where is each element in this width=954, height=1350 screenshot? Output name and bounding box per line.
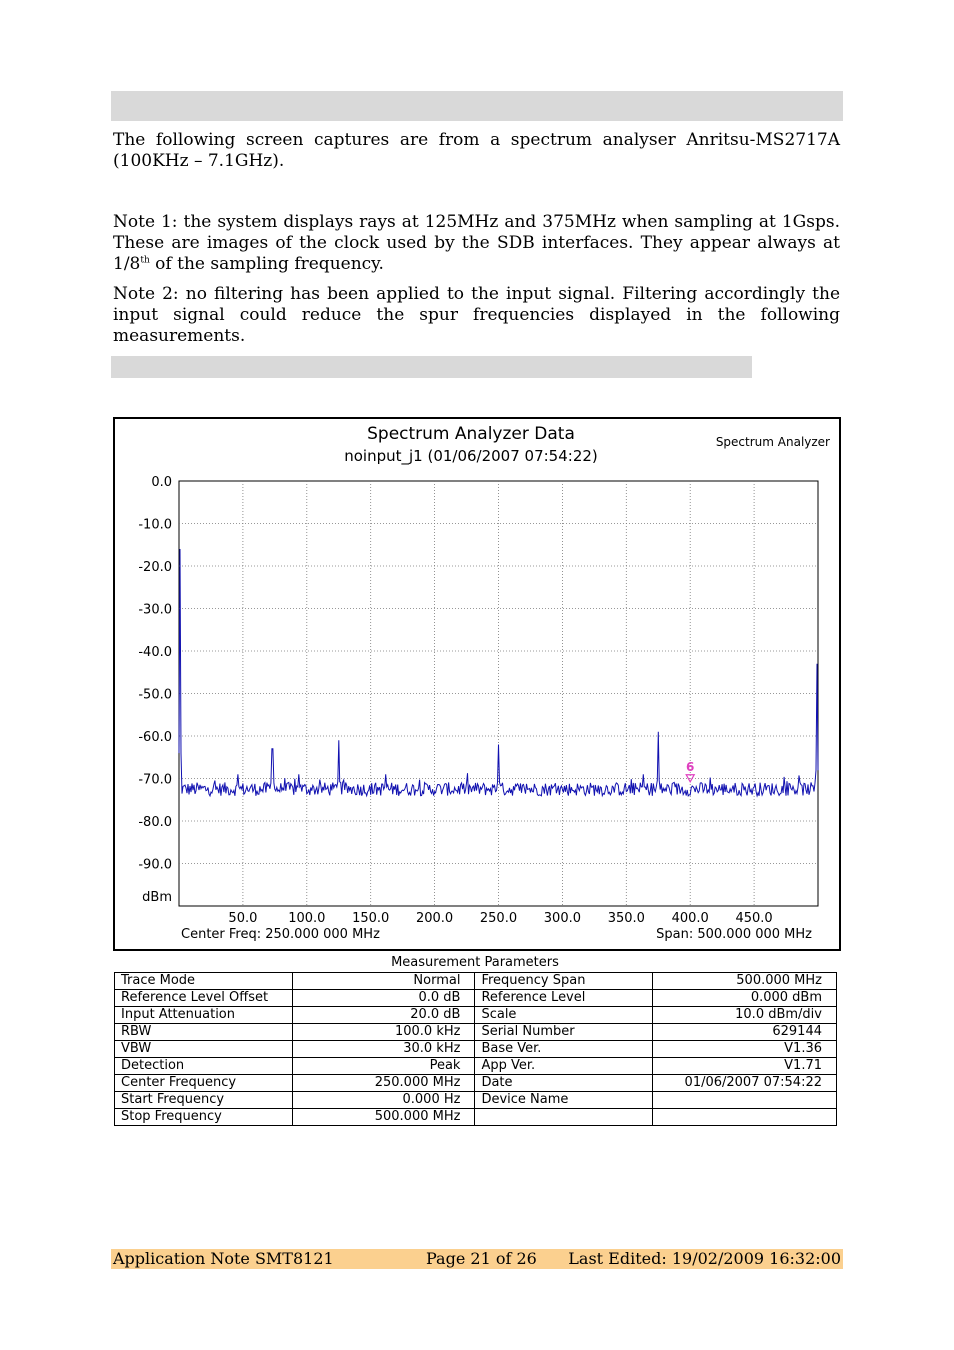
y-tick-label: -40.0 bbox=[138, 645, 172, 660]
note-1-paragraph bbox=[113, 212, 840, 275]
section-header-bar bbox=[111, 91, 843, 121]
parameter-name: Detection bbox=[115, 1058, 293, 1075]
y-tick-label: -60.0 bbox=[138, 730, 172, 745]
x-tick-label: 350.0 bbox=[607, 911, 645, 926]
y-tick-label: -70.0 bbox=[138, 772, 172, 788]
y-tick-label: 0.0 bbox=[151, 475, 172, 490]
x-axis-tick-labels bbox=[228, 911, 772, 926]
subsection-header-bar bbox=[111, 356, 752, 378]
marker-label: 6 bbox=[686, 759, 695, 774]
table-row bbox=[115, 1024, 837, 1041]
y-tick-label: -20.0 bbox=[138, 560, 172, 575]
y-axis-tick-labels bbox=[138, 475, 172, 873]
x-tick-label: 250.0 bbox=[479, 911, 518, 926]
y-tick-label: -90.0 bbox=[138, 857, 172, 873]
table-row bbox=[115, 1058, 837, 1075]
footer-document-name: Application Note SMT8121 bbox=[113, 1249, 334, 1268]
parameter-value: 629144 bbox=[653, 1024, 837, 1041]
parameter-name: VBW bbox=[115, 1041, 293, 1058]
parameter-name: Stop Frequency bbox=[115, 1109, 293, 1126]
parameter-name: RBW bbox=[115, 1024, 293, 1041]
parameter-value: V1.36 bbox=[653, 1041, 837, 1058]
note-1-text: Note 1: the system displays rays at 125MHz and 375MHz when sampling at 1Gsps. These are images of the clock used by the SDB interfaces. They appear always at 1/8 bbox=[113, 212, 840, 274]
intro-paragraph: The following screen captures are from a spectrum analyser Anritsu-MS2717A (100KHz – 7.1GHz). bbox=[113, 130, 840, 171]
x-tick-label: 300.0 bbox=[543, 911, 582, 926]
chart-subtitle: noinput_j1 (01/06/2007 07:54:22) bbox=[344, 447, 598, 465]
parameter-value bbox=[653, 1109, 837, 1126]
footer-page-number: Page 21 of 26 bbox=[426, 1249, 537, 1268]
parameter-name: Device Name bbox=[475, 1092, 653, 1109]
table-row bbox=[115, 1109, 837, 1126]
table-row bbox=[115, 973, 837, 990]
parameter-name: Reference Level Offset bbox=[115, 990, 293, 1007]
parameter-value: Peak bbox=[292, 1058, 475, 1075]
parameter-value: 250.000 MHz bbox=[292, 1075, 475, 1092]
x-tick-label: 200.0 bbox=[415, 911, 454, 926]
x-tick-label: 400.0 bbox=[671, 911, 709, 926]
parameter-value: 01/06/2007 07:54:22 bbox=[653, 1075, 837, 1092]
center-frequency-label: Center Freq: 250.000 000 MHz bbox=[181, 927, 380, 942]
spectrum-chart-svg bbox=[115, 419, 839, 949]
parameter-value: 0.000 Hz bbox=[292, 1092, 475, 1109]
note-2-paragraph: Note 2: no filtering has been applied to the input signal. Filtering accordingly the input signal could reduce the spur frequencies displayed in the following measurements. bbox=[113, 284, 840, 346]
chart-corner-label: Spectrum Analyzer bbox=[715, 435, 830, 449]
table-row bbox=[115, 990, 837, 1007]
table-row bbox=[115, 1007, 837, 1024]
parameter-name bbox=[475, 1109, 653, 1126]
parameter-value: 0.000 dBm bbox=[653, 990, 837, 1007]
parameter-value: 500.000 MHz bbox=[292, 1109, 475, 1126]
table-row bbox=[115, 1041, 837, 1058]
measurement-parameters-table bbox=[114, 972, 837, 1126]
chart-title: Spectrum Analyzer Data bbox=[367, 424, 575, 444]
parameter-name: Start Frequency bbox=[115, 1092, 293, 1109]
parameter-value: 500.000 MHz bbox=[653, 973, 837, 990]
parameter-value: 0.0 dB bbox=[292, 990, 475, 1007]
span-label: Span: 500.000 000 MHz bbox=[656, 927, 812, 942]
parameter-value: V1.71 bbox=[653, 1058, 837, 1075]
y-tick-label: -80.0 bbox=[138, 815, 172, 830]
footer-last-edited: Last Edited: 19/02/2009 16:32:00 bbox=[568, 1249, 841, 1268]
x-tick-label: 50.0 bbox=[228, 911, 258, 926]
y-tick-label: -10.0 bbox=[138, 517, 172, 533]
x-tick-label: 100.0 bbox=[288, 911, 326, 926]
spectrum-chart bbox=[113, 417, 841, 951]
y-tick-label: -30.0 bbox=[138, 602, 172, 618]
parameter-name: Serial Number bbox=[475, 1024, 653, 1041]
measurement-parameters-title: Measurement Parameters bbox=[391, 955, 559, 970]
page-footer bbox=[111, 1249, 843, 1269]
parameter-value: 30.0 kHz bbox=[292, 1041, 475, 1058]
parameter-name: Trace Mode bbox=[115, 973, 293, 990]
parameter-name: Scale bbox=[475, 1007, 653, 1024]
parameter-value: 20.0 dB bbox=[292, 1007, 475, 1024]
parameter-name: Center Frequency bbox=[115, 1075, 293, 1092]
table-row bbox=[115, 1092, 837, 1109]
parameter-name: Date bbox=[475, 1075, 653, 1092]
parameter-name: Frequency Span bbox=[475, 973, 653, 990]
parameter-name: App Ver. bbox=[475, 1058, 653, 1075]
parameter-value: 100.0 kHz bbox=[292, 1024, 475, 1041]
parameter-name: Reference Level bbox=[475, 990, 653, 1007]
parameter-value: Normal bbox=[292, 973, 475, 990]
x-tick-label: 450.0 bbox=[735, 911, 773, 926]
parameter-value bbox=[653, 1092, 837, 1109]
parameter-name: Base Ver. bbox=[475, 1041, 653, 1058]
note-1-text-end: of the sampling frequency. bbox=[149, 254, 384, 274]
x-tick-label: 150.0 bbox=[352, 911, 390, 926]
y-axis-unit: dBm bbox=[142, 890, 172, 905]
parameter-value: 10.0 dBm/div bbox=[653, 1007, 837, 1024]
parameter-name: Input Attenuation bbox=[115, 1007, 293, 1024]
note-1-superscript: th bbox=[140, 255, 150, 266]
table-row bbox=[115, 1075, 837, 1092]
y-tick-label: -50.0 bbox=[138, 687, 172, 703]
